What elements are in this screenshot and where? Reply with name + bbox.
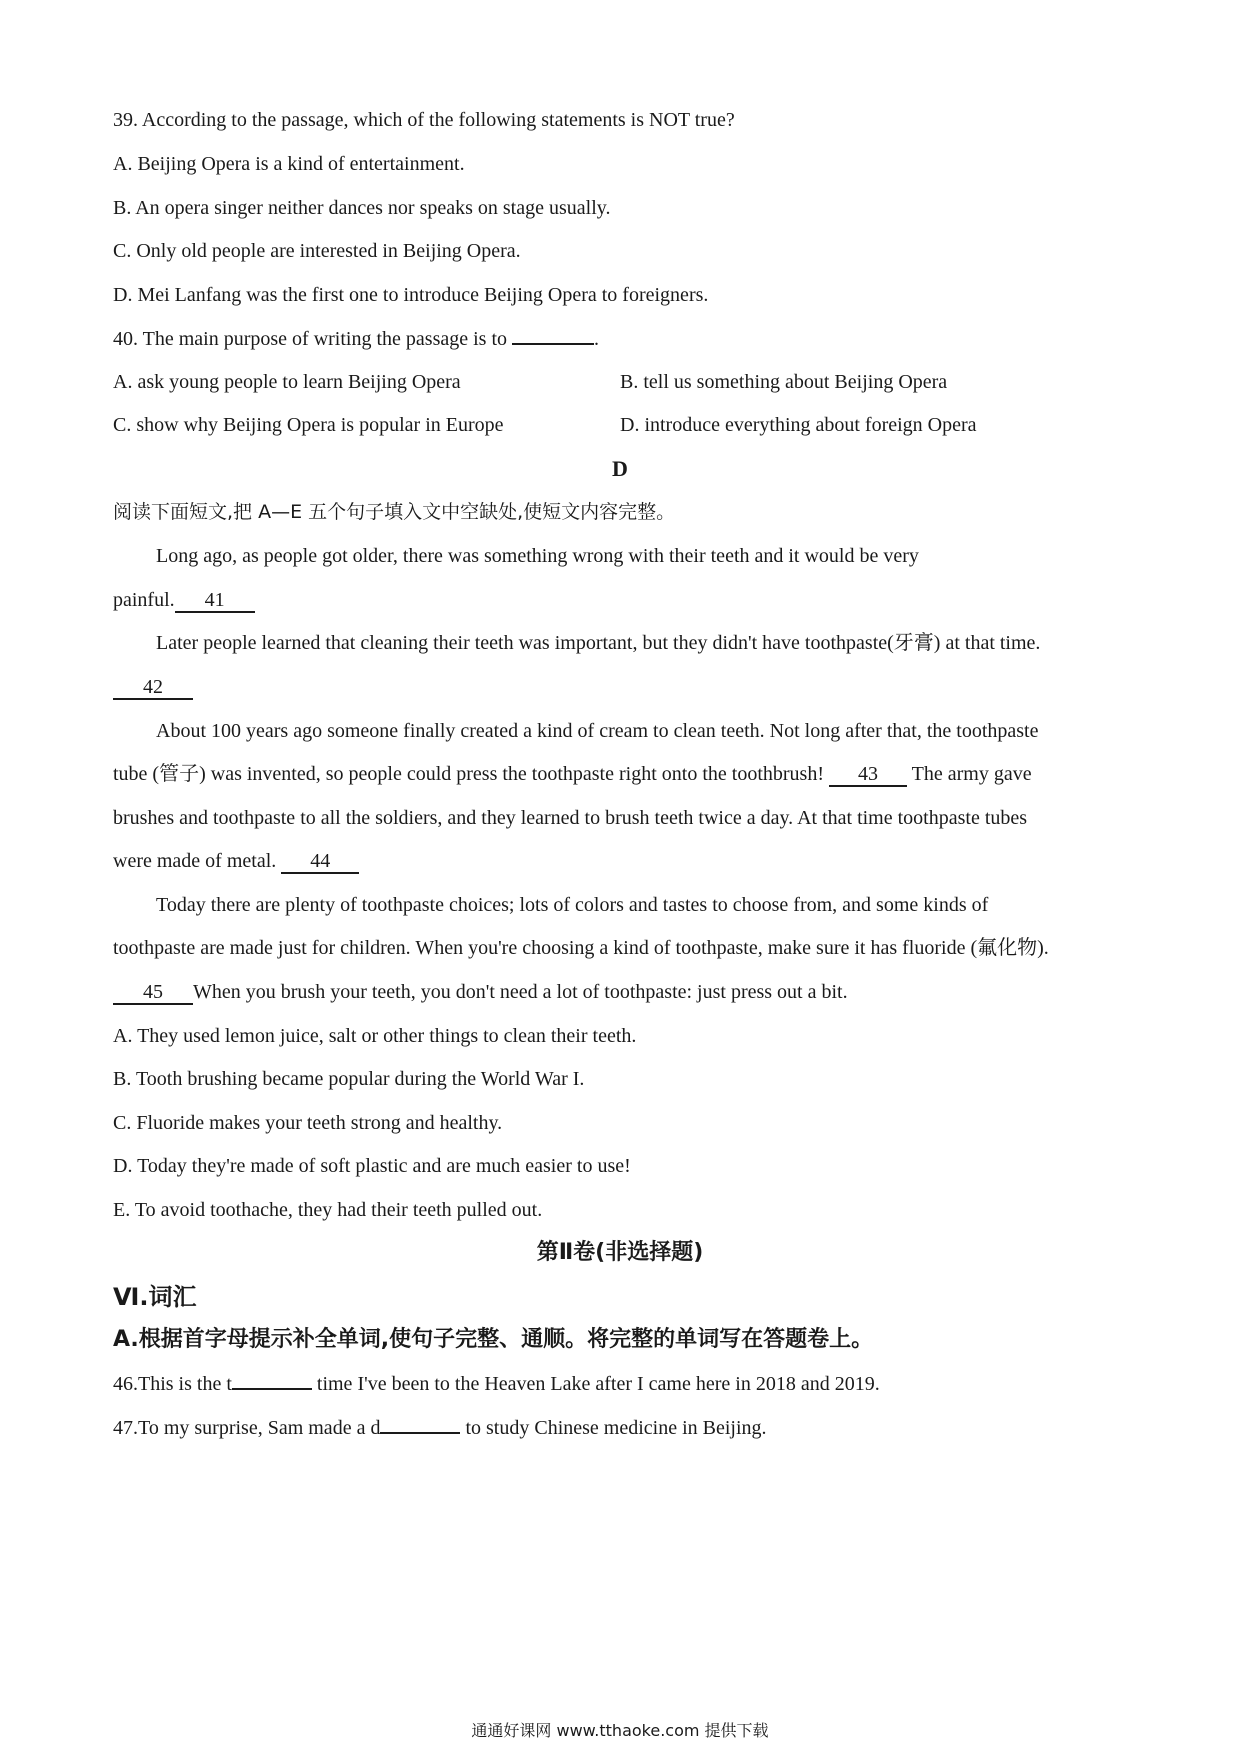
q47-line	[113, 1415, 767, 1441]
passage-p3-text-a: tube (管子) was invented, so people could press the toothpaste right onto the toothbrush!	[113, 763, 824, 785]
passage-p1-line2	[113, 587, 255, 613]
passage-p3-text-b: The army gave	[911, 763, 1032, 785]
section-d-option-b: B. Tooth brushing became popular during the World War I.	[113, 1068, 585, 1090]
q39-option-c: C. Only old people are interested in Beijing Opera.	[113, 240, 521, 262]
passage-p4-line2: toothpaste are made just for children. When you're choosing a kind of toothpaste, make sure it has fluoride (氟化物).	[113, 937, 1049, 959]
q40-stem-line	[113, 326, 599, 352]
passage-p4-line3	[113, 979, 848, 1005]
q40-option-a: A. ask young people to learn Beijing Opera	[113, 371, 461, 393]
section-d-option-d: D. Today they're made of soft plastic and are much easier to use!	[113, 1155, 631, 1177]
blank-44: 44	[281, 850, 359, 874]
passage-p4-line1: Today there are plenty of toothpaste choices; lots of colors and tastes to choose from, and some kinds of	[156, 894, 989, 916]
passage-p1-text: painful.	[113, 589, 175, 611]
q46-text-pre: 46.This is the t	[113, 1373, 232, 1395]
passage-p3-line3: brushes and toothpaste to all the soldiers, and they learned to brush teeth twice a day. At that time toothpaste tubes	[113, 807, 1028, 829]
q39-stem: 39. According to the passage, which of the following statements is NOT true?	[113, 109, 735, 131]
passage-p3-text-c: were made of metal.	[113, 850, 277, 872]
q46-text-post: time I've been to the Heaven Lake after I came here in 2018 and 2019.	[316, 1373, 880, 1395]
section-d-heading: D	[612, 456, 628, 481]
q40-option-d: D. introduce everything about foreign Opera	[620, 414, 977, 436]
section-d-option-a: A. They used lemon juice, salt or other things to clean their teeth.	[113, 1025, 637, 1047]
blank-45: 45	[113, 981, 193, 1005]
vocab-sub-a-instruction: A.根据首字母提示补全单词,使句子完整、通顺。将完整的单词写在答题卷上。	[113, 1327, 874, 1352]
q46-answer-blank	[232, 1388, 312, 1390]
blank-43: 43	[829, 763, 907, 787]
q40-answer-blank	[512, 343, 594, 345]
passage-p2-blank-line	[113, 674, 193, 700]
q47-text-post: to study Chinese medicine in Beijing.	[465, 1417, 767, 1439]
part2-title: 第Ⅱ卷(非选择题)	[536, 1240, 704, 1265]
q40-option-c: C. show why Beijing Opera is popular in Europe	[113, 414, 504, 436]
passage-p1-line1: Long ago, as people got older, there was something wrong with their teeth and it would be very	[156, 545, 919, 567]
passage-p2-line1: Later people learned that cleaning their teeth was important, but they didn't have toothpaste(牙膏) at that time.	[156, 632, 1041, 654]
q39-option-b: B. An opera singer neither dances nor speaks on stage usually.	[113, 197, 611, 219]
section-d-instruction: 阅读下面短文,把 A—E 五个句子填入文中空缺处,使短文内容完整。	[113, 501, 676, 523]
blank-41: 41	[175, 589, 255, 613]
passage-p3-line2	[113, 761, 1032, 787]
q39-option-d: D. Mei Lanfang was the first one to introduce Beijing Opera to foreigners.	[113, 284, 709, 306]
blank-42: 42	[113, 676, 193, 700]
passage-p4-text: When you brush your teeth, you don't need a lot of toothpaste: just press out a bit.	[193, 981, 848, 1003]
q40-stem: 40. The main purpose of writing the passage is to	[113, 328, 508, 350]
passage-p3-line1: About 100 years ago someone finally created a kind of cream to clean teeth. Not long after that, the toothpaste	[156, 720, 1039, 742]
q46-line	[113, 1371, 880, 1397]
section-d-option-c: C. Fluoride makes your teeth strong and healthy.	[113, 1112, 503, 1134]
vocab-section-title: Ⅵ.词汇	[113, 1283, 197, 1311]
passage-p3-line4	[113, 848, 359, 874]
q47-text-pre: 47.To my surprise, Sam made a d	[113, 1417, 381, 1439]
q47-answer-blank	[380, 1432, 460, 1434]
q40-stem-end: .	[594, 328, 600, 350]
section-d-option-e: E. To avoid toothache, they had their teeth pulled out.	[113, 1199, 543, 1221]
footer-source: 通通好课网 www.tthaoke.com 提供下载	[471, 1721, 769, 1740]
q40-option-b: B. tell us something about Beijing Opera	[620, 371, 948, 393]
q39-option-a: A. Beijing Opera is a kind of entertainment.	[113, 153, 465, 175]
